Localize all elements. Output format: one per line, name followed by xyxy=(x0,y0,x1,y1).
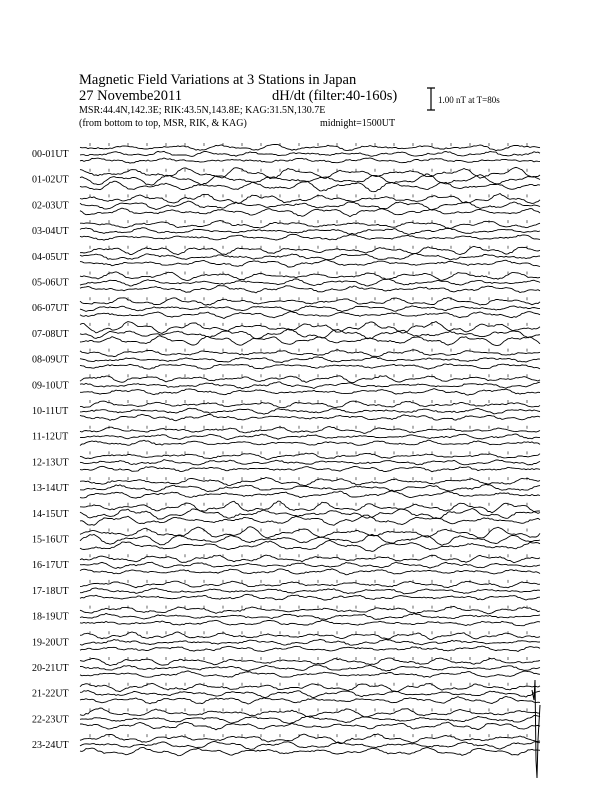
station-trace xyxy=(80,716,540,724)
station-trace xyxy=(80,322,540,334)
station-trace xyxy=(80,527,540,538)
station-trace xyxy=(80,357,540,363)
station-trace xyxy=(80,581,540,588)
scale-bar xyxy=(427,88,435,110)
station-trace xyxy=(80,167,540,178)
station-trace xyxy=(80,646,540,651)
station-trace xyxy=(80,364,540,369)
station-trace xyxy=(80,434,540,440)
station-trace xyxy=(80,613,540,619)
spike-trace xyxy=(532,680,540,778)
hour-label: 15-16UT xyxy=(32,534,69,546)
station-trace xyxy=(80,389,540,396)
station-trace xyxy=(80,594,540,600)
station-trace xyxy=(80,697,540,705)
hour-label: 12-13UT xyxy=(32,457,69,469)
station-trace xyxy=(80,501,540,513)
station-trace xyxy=(80,562,540,568)
station-trace xyxy=(80,408,540,414)
station-trace xyxy=(80,376,540,383)
hour-label: 02-03UT xyxy=(32,200,69,212)
station-trace xyxy=(80,312,540,319)
hour-label: 10-11UT xyxy=(32,406,69,417)
station-trace xyxy=(80,298,540,306)
station-trace xyxy=(80,181,540,192)
station-trace xyxy=(80,382,540,389)
station-trace xyxy=(80,665,540,671)
station-trace xyxy=(80,632,540,639)
station-trace xyxy=(80,427,540,434)
station-trace xyxy=(80,540,540,551)
hour-label: 09-10UT xyxy=(32,380,69,392)
hour-label: 20-21UT xyxy=(32,663,69,674)
hour-label: 19-20UT xyxy=(32,637,69,649)
station-trace xyxy=(80,144,540,150)
station-trace xyxy=(80,569,540,575)
station-trace xyxy=(80,158,540,163)
station-trace xyxy=(80,741,540,749)
station-trace xyxy=(80,478,540,486)
chart-date: 27 Novembe2011 xyxy=(79,88,182,104)
station-trace xyxy=(80,466,540,471)
station-trace xyxy=(80,286,540,293)
station-trace xyxy=(80,228,540,235)
hour-label: 11-12UT xyxy=(32,431,69,443)
station-trace xyxy=(80,683,540,691)
station-coordinates: MSR:44.4N,142.3E; RIK:43.5N,143.8E; KAG:31.5N,130.7E xyxy=(79,105,326,116)
hour-label: 00-01UT xyxy=(32,149,69,160)
station-trace xyxy=(80,260,540,267)
hour-label: 22-23UT xyxy=(32,714,69,726)
station-trace xyxy=(80,722,540,730)
station-trace xyxy=(80,272,540,281)
station-trace xyxy=(80,658,540,665)
station-trace xyxy=(80,734,540,744)
hour-label: 13-14UT xyxy=(32,483,69,495)
station-trace xyxy=(80,234,540,240)
scale-bar-label: 1.00 nT at T=80s xyxy=(438,95,500,105)
hour-label: 06-07UT xyxy=(32,303,69,315)
station-trace xyxy=(80,401,540,408)
station-trace xyxy=(80,440,540,445)
station-trace xyxy=(80,708,540,717)
station-trace xyxy=(80,414,540,421)
hour-label: 07-08UT xyxy=(32,328,69,340)
station-trace xyxy=(80,639,540,645)
hour-label: 04-05UT xyxy=(32,251,69,263)
station-trace xyxy=(80,221,540,229)
station-trace xyxy=(80,555,540,563)
station-trace xyxy=(80,671,540,677)
station-trace xyxy=(80,208,540,217)
station-trace xyxy=(80,306,540,312)
station-trace xyxy=(80,279,540,286)
station-trace xyxy=(80,246,540,255)
station-trace xyxy=(80,484,540,491)
hour-label: 21-22UT xyxy=(32,688,69,700)
station-trace xyxy=(80,336,540,346)
chart-title: Magnetic Field Variations at 3 Stations in Japan xyxy=(79,72,357,88)
hour-label: 16-17UT xyxy=(32,560,69,572)
hour-label: 05-06UT xyxy=(32,277,69,289)
hour-label: 17-18UT xyxy=(32,585,69,597)
chart-quantity: dH/dt (filter:40-160s) xyxy=(272,88,398,104)
station-trace xyxy=(80,151,540,156)
hour-label: 14-15UT xyxy=(32,508,69,520)
station-order-note: (from bottom to top, MSR, RIK, & KAG) xyxy=(79,118,247,129)
station-trace xyxy=(80,350,540,357)
hour-label: 03-04UT xyxy=(32,226,69,238)
hour-label: 01-02UT xyxy=(32,174,69,186)
hour-label: 18-19UT xyxy=(32,611,69,623)
station-trace xyxy=(80,588,540,594)
station-trace xyxy=(80,194,540,204)
station-trace xyxy=(80,453,540,459)
station-trace xyxy=(80,620,540,626)
station-trace xyxy=(80,691,540,698)
station-trace xyxy=(80,515,540,525)
midnight-note: midnight=1500UT xyxy=(320,118,396,129)
station-trace xyxy=(80,491,540,498)
station-trace xyxy=(80,606,540,614)
hour-label: 23-24UT xyxy=(32,740,69,752)
station-trace xyxy=(80,460,540,465)
hour-label: 08-09UT xyxy=(32,354,69,366)
station-trace xyxy=(80,748,540,756)
station-trace xyxy=(80,254,540,260)
